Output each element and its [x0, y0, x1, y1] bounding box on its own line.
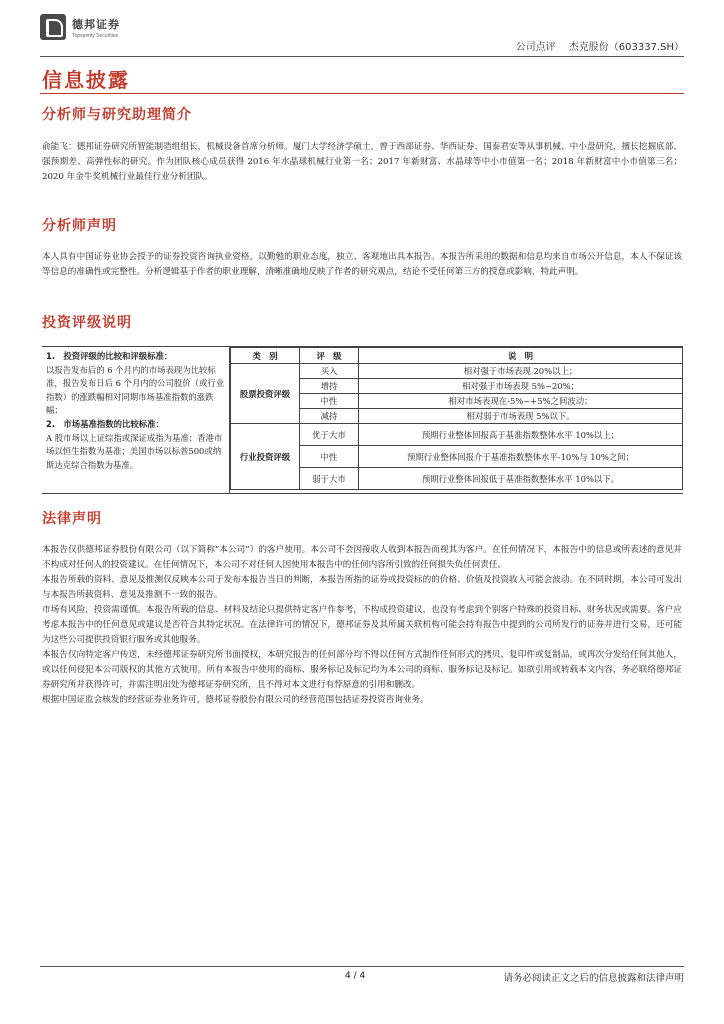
- rating-desc: 相对市场表现在-5%~+5%之间波动；: [359, 394, 683, 409]
- header-description: 说 明: [359, 348, 683, 364]
- legal-paragraph: 根据中国证监会核发的经营证券业务许可，德邦证券股份有限公司的经营范围包括证券投资咨询业务。: [42, 695, 429, 705]
- section-title-analyst-statement: 分析师声明: [42, 218, 117, 234]
- analyst-statement-text: 本人具有中国证券业协会授予的证券投资咨询执业资格，以勤勉的职业态度，独立、客观地出具本报告。本报告所采用的数据和信息均来自市场公开信息，本人不保证该等信息的准确性或完整性。分析逻辑基于作者的职业理解，清晰准确地反映了作者的研究观点，结论不受任何第三方的授意或影响，特此声明。: [42, 252, 682, 277]
- header-category: 类 别: [231, 348, 300, 364]
- footer-note: 请务必阅读正文之后的信息披露和法律声明: [503, 973, 684, 984]
- table-header-row: [231, 348, 683, 364]
- rating-desc: 预期行业整体回报低于基准指数整体水平 10%以下。: [359, 468, 683, 490]
- legal-paragraph: 市场有风险，投资需谨慎。本报告所载的信息、材料及结论只提供特定客户作参考，不构成投资建议，也没有考虑到个别客户特殊的投资目标、财务状况或需要。客户应考虑本报告中的任何意见或建议是否符合其特定状况。在法律许可的情况下，德邦证券及其所属关联机构可能会持有报告中提到的公司所发行的证券并进行交易，还可能为这些公司提供投资银行服务或其他服务。: [42, 605, 682, 645]
- page-title: 信息披露: [42, 68, 130, 92]
- rating-table-box: [42, 346, 683, 494]
- title-divider: [40, 93, 684, 94]
- rating-desc: 预期行业整体回报高于基准指数整体水平 10%以上；: [359, 424, 683, 446]
- rating-level: 优于大市: [300, 424, 359, 446]
- page-header: [40, 14, 684, 56]
- footer-divider: [40, 966, 684, 967]
- legal-text: [42, 543, 682, 708]
- company-ticker: 杰克股份（603337.SH）: [568, 42, 684, 53]
- criteria-text-1: 以报告发布后的 6 个月内的市场表现为比较标准，报告发布日后 6 个月内的公司股价（或行业指数）的涨跌幅相对同期市场基准指数的涨跌幅；: [46, 364, 225, 416]
- company-logo: [40, 14, 120, 40]
- rating-level: 减持: [300, 409, 359, 424]
- table-row: [231, 364, 683, 379]
- rating-level: 增持: [300, 379, 359, 394]
- rating-desc: 预期行业整体回报介于基准指数整体水平-10%与 10%之间；: [359, 446, 683, 468]
- rating-level: 买入: [300, 364, 359, 379]
- criteria-heading-1: 1. 投资评级的比较和评级标准：: [46, 351, 173, 361]
- criteria-heading-2: 2. 市场基准指数的比较标准：: [46, 418, 164, 429]
- rating-desc: 相对弱于市场表现 5%以下。: [359, 409, 683, 424]
- logo-name-en: Topsperity Securities: [72, 32, 119, 39]
- page-number: 4 / 4: [345, 971, 366, 981]
- report-type: 公司点评: [515, 42, 556, 53]
- header-level: 评 级: [300, 348, 359, 364]
- section-title-rating: 投资评级说明: [42, 315, 132, 331]
- rating-level: 弱于大市: [300, 468, 359, 490]
- section-title-analyst-intro: 分析师与研究助理简介: [42, 107, 192, 123]
- legal-paragraph: 本报告仅向特定客户传送，未经德邦证券研究所书面授权，本研究报告的任何部分均不得以任何方式制作任何形式的拷贝、复印件或复制品，或再次分发给任何其他人，或以任何侵犯本公司版权的其他方式使用。所有本报告中使用的商标、服务标记及标记均为本公司的商标、服务标记及标记。如欲引用或转载本文内容，务必联络德邦证券研究所并获得许可，并需注明出处为德邦证券研究所，且不得对本文进行有悖原意的引用和删改。: [42, 650, 682, 690]
- header-divider: [40, 56, 684, 57]
- rating-desc: 相对强于市场表现 20%以上；: [359, 364, 683, 379]
- rating-level: 中性: [300, 446, 359, 468]
- legal-paragraph: 本报告所载的资料、意见及推测仅反映本公司于发布本报告当日的判断，本报告所指的证券或投资标的的价格、价值及投资收入可能会波动。在不同时期，本公司可发出与本报告所载资料、意见及推测不一致的报告。: [42, 575, 682, 600]
- header-meta: [506, 38, 684, 53]
- logo-name-cn: 德邦证券: [72, 17, 120, 31]
- rating-table: [230, 347, 683, 490]
- table-row: [231, 424, 683, 446]
- logo-icon: [40, 14, 66, 40]
- stock-rating-group: 股票投资评级: [231, 364, 300, 424]
- rating-desc: 相对强于市场表现 5%~20%；: [359, 379, 683, 394]
- industry-rating-group: 行业投资评级: [231, 424, 300, 490]
- legal-paragraph: 本报告仅供德邦证券股份有限公司（以下简称“本公司”）的客户使用。本公司不会因接收人收到本报告而视其为客户。在任何情况下，本报告中的信息或所表述的意见并不构成对任何人的投资建议。在任何情况下，本公司不对任何人因使用本报告中的任何内容所引致的任何损失负任何责任。: [42, 545, 682, 570]
- criteria-text-2: A 股市场以上证综指或深证成指为基准；香港市场以恒生指数为基准；美国市场以标普500或纳斯达克综合指数为基准。: [46, 432, 223, 470]
- analyst-intro-text: 俞能飞：德邦证券研究所智能制造组组长，机械设备首席分析师。厦门大学经济学硕士，曾于西部证券、华西证券、国泰君安等从事机械、中小盘研究，擅长挖掘底部、强预期差、高弹性标的研究。作为团队核心成员获得 2016 年水晶球机械行业第一名；2017 年新财富、水晶球等中小市值第一名；2018 年新财富中小市值第三名；2020 年金牛奖机械行业最佳行业分析团队。: [42, 142, 682, 182]
- rating-level: 中性: [300, 394, 359, 409]
- section-title-legal: 法律声明: [42, 511, 102, 527]
- rating-criteria: [42, 347, 230, 493]
